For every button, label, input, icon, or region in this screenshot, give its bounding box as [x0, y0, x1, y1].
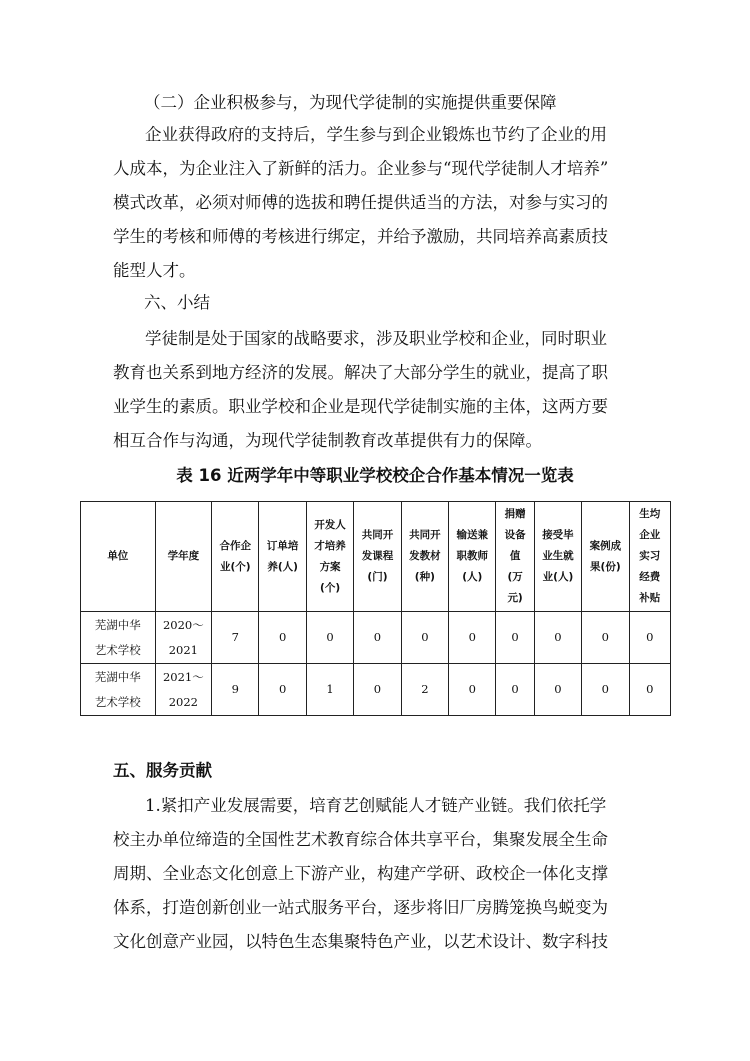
table-header-cell — [534, 502, 581, 612]
cell-text-line: (个) — [320, 581, 341, 594]
cell-text-line: (门) — [367, 571, 388, 583]
cell-text-line: 单位 — [107, 550, 129, 562]
cell-text-line: 2021～ — [162, 669, 204, 684]
value-cell: 0 — [401, 612, 448, 664]
cell-text-line: (万 — [507, 571, 523, 583]
cell-text-line: (人) — [462, 571, 483, 583]
unit-cell — [81, 664, 156, 716]
cell-text-line: 生均 — [639, 508, 661, 520]
cell-text-line: 业(个) — [219, 560, 251, 573]
paragraph-summary — [113, 322, 641, 458]
cell-text-line: 果(份) — [590, 560, 621, 573]
cell-text-line: 合作企 — [219, 539, 252, 552]
table-body — [81, 612, 671, 716]
cell-text-line: 实习 — [639, 550, 661, 562]
cell-text-line: 艺术学校 — [94, 694, 141, 709]
table-header-cell — [212, 502, 259, 612]
cell-text-line: 捐赠 — [504, 508, 526, 520]
cell-text-line: 案例成 — [589, 539, 622, 552]
value-cell: 0 — [496, 612, 534, 664]
paragraph-line: 相互合作与沟通，为现代学徒制教育改革提供有力的保障。 — [113, 431, 542, 450]
cell-text-line: 2022 — [168, 694, 198, 709]
value-cell: 0 — [449, 612, 496, 664]
unit-cell — [81, 612, 156, 664]
cell-text-line: 2020～ — [162, 617, 204, 632]
paragraph-line: 教育也关系到地方经济的发展。解决了大部分学生的就业，提高了职 — [113, 363, 608, 382]
paragraph-line: 学徒制是处于国家的战略要求，涉及职业学校和企业，同时职业 — [145, 329, 607, 348]
paragraph-service — [113, 789, 641, 959]
value-cell: 2 — [401, 664, 448, 716]
paragraph-enterprise — [113, 118, 641, 288]
cell-text-line: 业生就 — [542, 550, 574, 562]
paragraph-line: 模式改革，必须对师傅的选拔和聘任提供适当的方法，对参与实习的 — [113, 193, 608, 212]
paragraph-line: 体系，打造创新创业一站式服务平台，逐步将旧厂房腾笼换鸟蜕变为 — [113, 898, 608, 917]
cell-text-line: 发教材 — [409, 550, 441, 562]
cell-text-line: 芜湖中华 — [94, 617, 141, 632]
paragraph-line: 业学生的素质。职业学校和企业是现代学徒制实施的主体，这两方要 — [113, 397, 608, 416]
value-cell: 9 — [212, 664, 259, 716]
cell-text-line: 企业 — [639, 529, 661, 541]
value-cell: 1 — [306, 664, 353, 716]
table-header-cell — [155, 502, 211, 612]
cell-text-line: 养(人) — [267, 560, 298, 573]
value-cell: 7 — [212, 612, 259, 664]
cell-text-line: 共同开 — [361, 529, 394, 541]
table-header-cell — [582, 502, 629, 612]
cell-text-line: 值 — [509, 550, 521, 562]
cell-text-line: 元) — [507, 592, 523, 604]
table-header-row — [81, 502, 671, 612]
value-cell: 0 — [534, 664, 581, 716]
paragraph-line: 能型人才。 — [113, 261, 196, 280]
table-header-cell — [496, 502, 534, 612]
value-cell: 0 — [582, 612, 629, 664]
value-cell: 0 — [582, 664, 629, 716]
section-heading-summary: 六、小结 — [144, 293, 210, 312]
table-header-cell — [449, 502, 496, 612]
paragraph-line: 周期、全业态文化创意上下游产业，构建产学研、政校企一体化支撑 — [113, 864, 608, 883]
value-cell: 0 — [629, 612, 670, 664]
cell-text-line: 学年度 — [167, 550, 200, 562]
cell-text-line: 共同开 — [409, 529, 441, 541]
cell-text-line: 接受毕 — [542, 529, 574, 541]
cell-text-line: 芜湖中华 — [94, 669, 141, 684]
value-cell: 0 — [534, 612, 581, 664]
cell-text-line: 设备 — [504, 529, 526, 541]
paragraph-line: 企业获得政府的支持后，学生参与到企业锻炼也节约了企业的用 — [145, 125, 607, 144]
value-cell: 0 — [259, 664, 306, 716]
paragraph-line: 人成本，为企业注入了新鲜的活力。企业参与“现代学徒制人才培养” — [113, 159, 609, 178]
cell-text-line: 订单培 — [266, 539, 299, 552]
table-caption: 表 16 近两学年中等职业学校校企合作基本情况一览表 — [176, 466, 574, 485]
cell-text-line: 才培养 — [314, 539, 346, 552]
table-row — [81, 664, 671, 716]
value-cell: 0 — [629, 664, 670, 716]
value-cell: 0 — [354, 664, 401, 716]
cell-text-line: 2021 — [168, 642, 198, 657]
cooperation-table — [80, 501, 671, 716]
table-header-cell — [629, 502, 670, 612]
cell-text-line: 业(人) — [542, 571, 574, 583]
cell-text-line: 艺术学校 — [94, 642, 141, 657]
table-header-cell — [81, 502, 156, 612]
value-cell: 0 — [259, 612, 306, 664]
cell-text-line: 职教师 — [456, 550, 488, 562]
paragraph-line: 学生的考核和师傅的考核进行绑定，并给予激励，共同培养高素质技 — [113, 227, 608, 246]
table-row — [81, 612, 671, 664]
school-year-cell — [155, 612, 211, 664]
table-header-cell — [401, 502, 448, 612]
table-header-cell — [306, 502, 353, 612]
section-heading-service: 五、服务贡献 — [113, 761, 212, 780]
cell-text-line: (种) — [414, 571, 435, 583]
cell-text-line: 输送兼 — [456, 529, 488, 541]
school-year-cell — [155, 664, 211, 716]
value-cell: 0 — [354, 612, 401, 664]
paragraph-line: 1.紧扣产业发展需要，培育艺创赋能人才链产业链。我们依托学 — [145, 796, 607, 815]
cell-text-line: 开发人 — [314, 518, 346, 531]
paragraph-line: 校主办单位缔造的全国性艺术教育综合体共享平台，集聚发展全生命 — [113, 830, 608, 849]
value-cell: 0 — [496, 664, 534, 716]
cell-text-line: 经费 — [639, 571, 661, 583]
cell-text-line: 方案 — [319, 560, 341, 573]
cell-text-line: 发课程 — [361, 550, 394, 562]
cell-text-line: 补贴 — [639, 592, 661, 604]
value-cell: 0 — [306, 612, 353, 664]
table-header-cell — [354, 502, 401, 612]
subsection-heading-enterprise: （二）企业积极参与，为现代学徒制的实施提供重要保障 — [144, 93, 557, 112]
value-cell: 0 — [449, 664, 496, 716]
paragraph-line: 文化创意产业园，以特色生态集聚特色产业，以艺术设计、数字科技 — [113, 932, 608, 951]
table-header-cell — [259, 502, 306, 612]
